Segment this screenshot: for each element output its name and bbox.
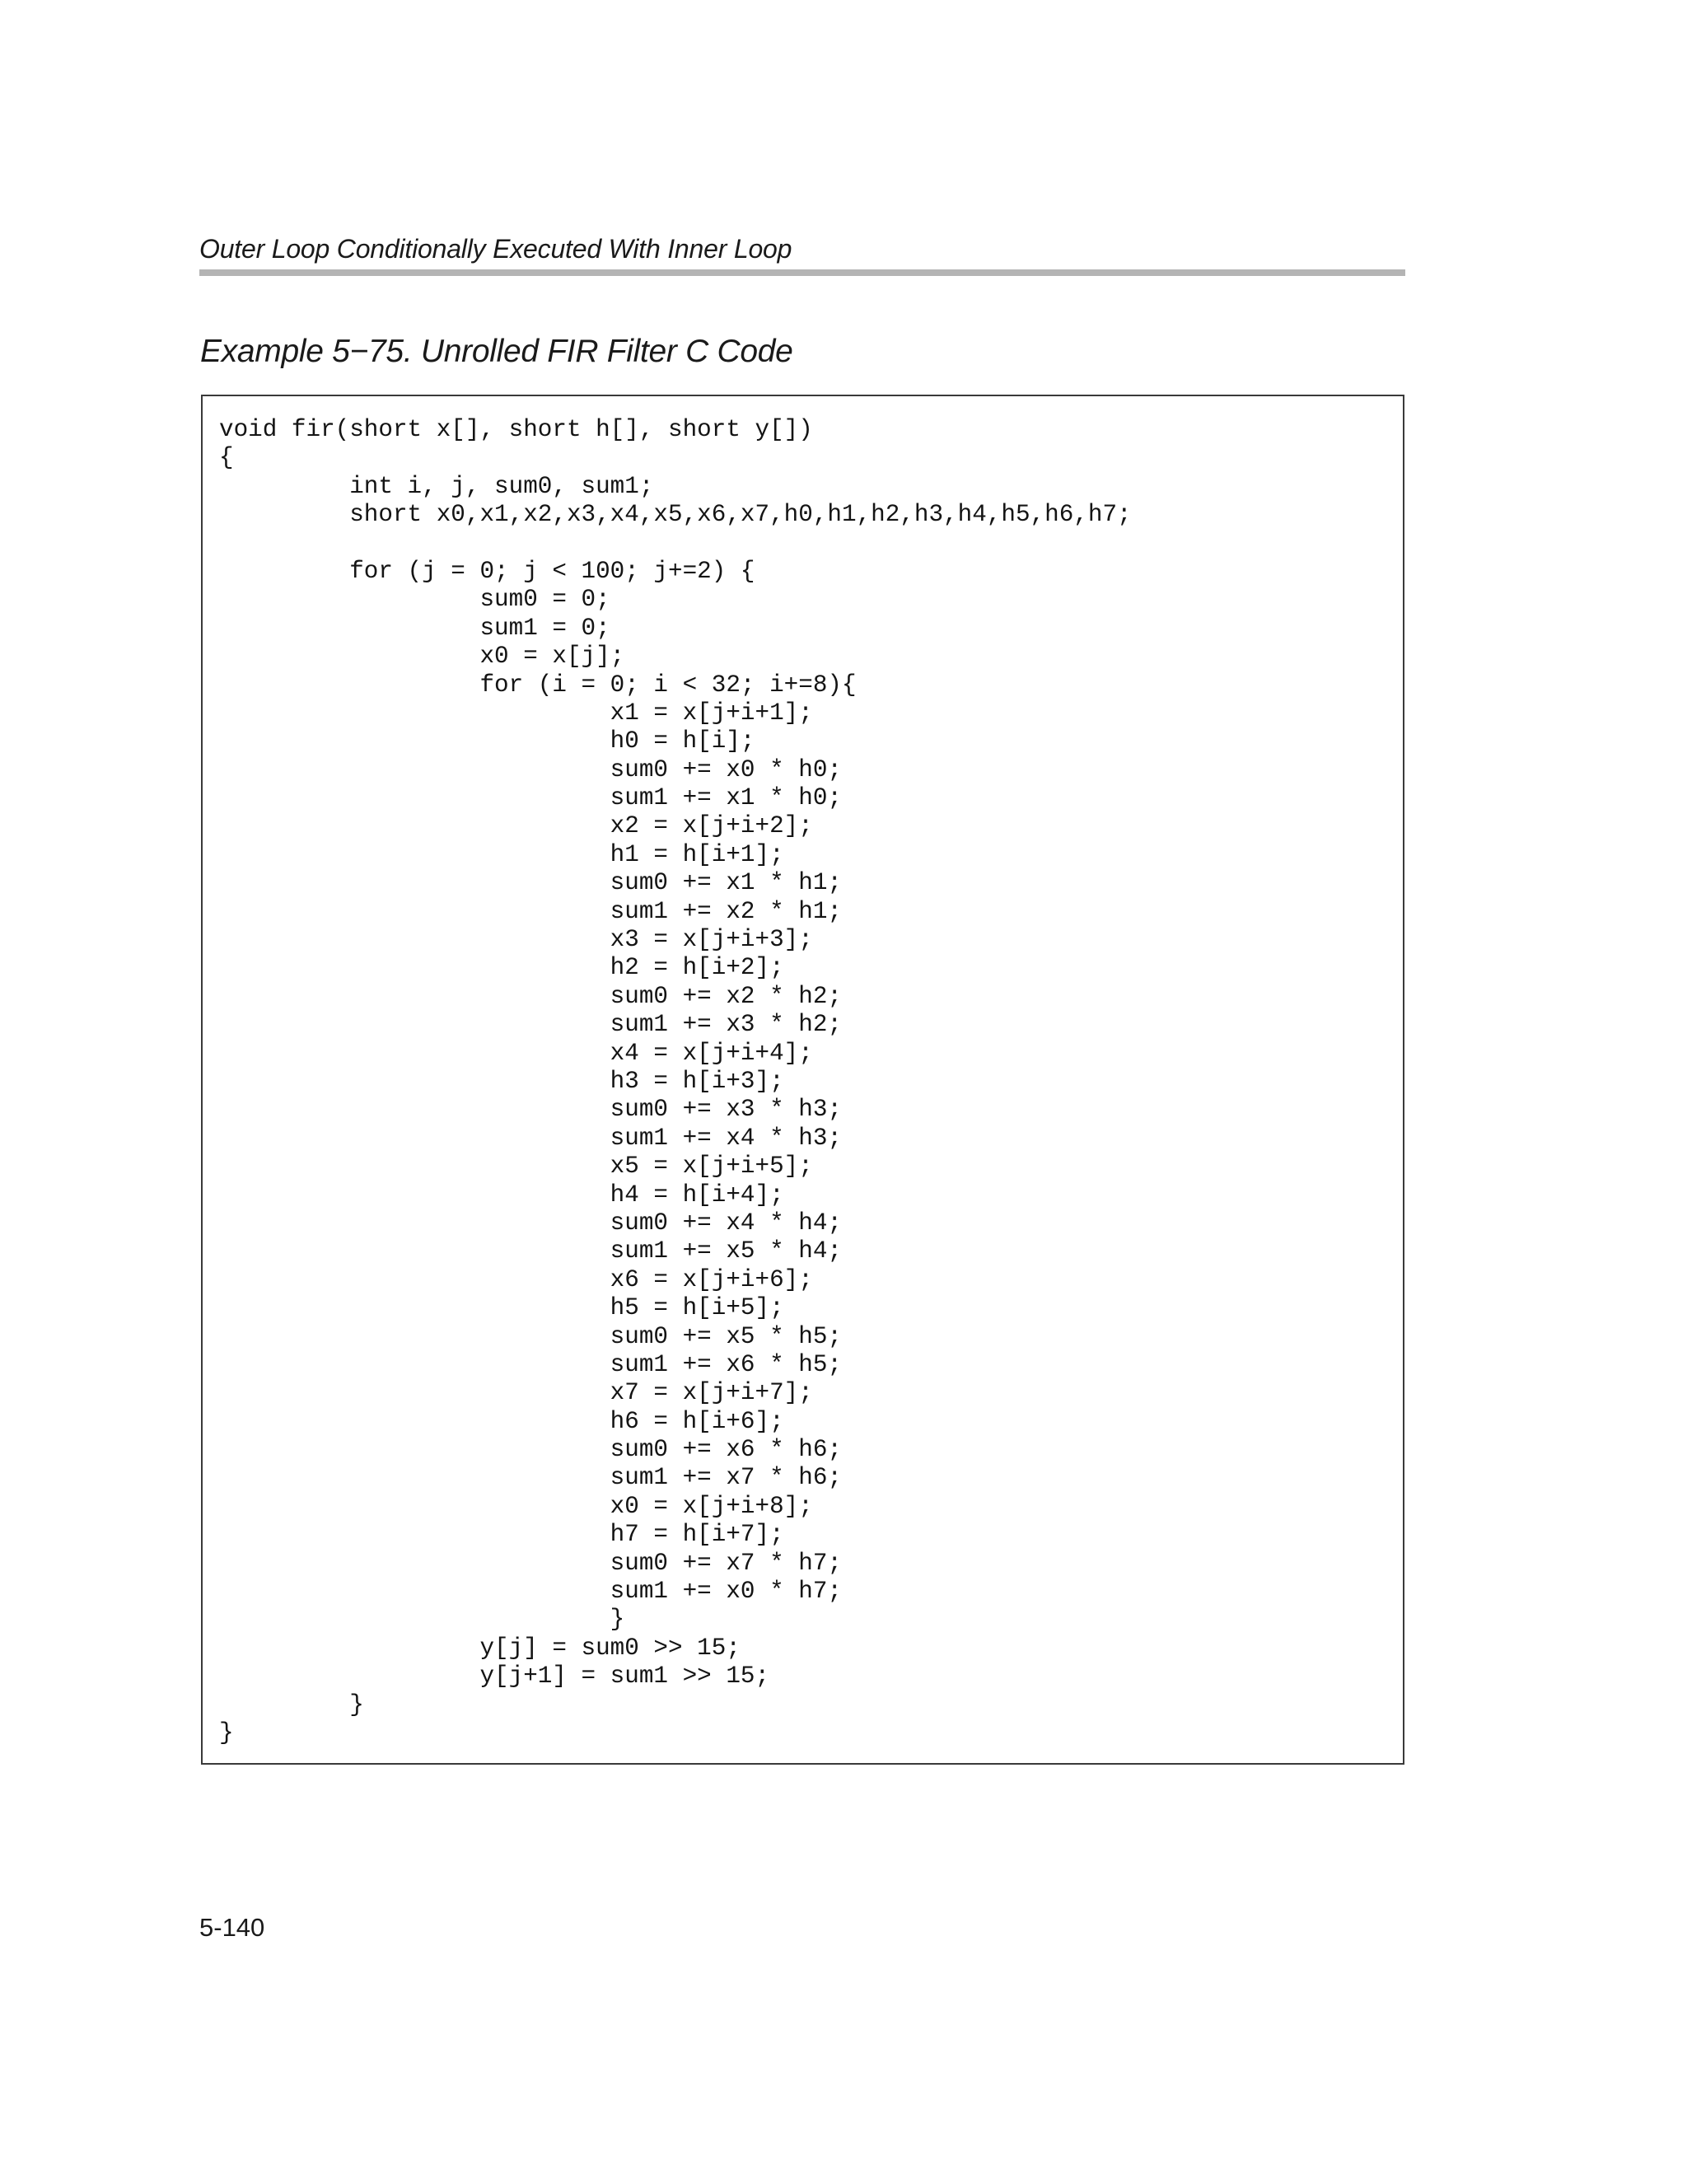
code-line: sum1 += x3 * h2; xyxy=(219,1011,842,1039)
code-line: h0 = h[i]; xyxy=(219,727,755,755)
code-line: sum0 += x5 * h5; xyxy=(219,1322,842,1350)
code-line: x0 = x[j+i+8]; xyxy=(219,1492,813,1520)
code-line: h6 = h[i+6]; xyxy=(219,1407,784,1435)
code-listing xyxy=(219,416,1132,1747)
code-line: sum1 += x7 * h6; xyxy=(219,1464,842,1492)
code-line: sum0 += x3 * h3; xyxy=(219,1096,842,1124)
page-number: 5-140 xyxy=(199,1913,265,1942)
code-line: x2 = x[j+i+2]; xyxy=(219,812,813,840)
code-line: y[j+1] = sum1 >> 15; xyxy=(219,1663,770,1691)
code-line: short x0,x1,x2,x3,x4,x5,x6,x7,h0,h1,h2,h3,h4,h5,h6,h7; xyxy=(219,501,1132,529)
code-line: y[j] = sum0 >> 15; xyxy=(219,1634,741,1662)
code-line: } xyxy=(219,1606,625,1634)
code-line: } xyxy=(219,1719,234,1747)
code-line: sum1 += x0 * h7; xyxy=(219,1578,842,1606)
code-line: sum0 += x6 * h6; xyxy=(219,1436,842,1464)
code-line: x6 = x[j+i+6]; xyxy=(219,1265,813,1293)
code-line: int i, j, sum0, sum1; xyxy=(219,472,654,500)
code-line: sum0 = 0; xyxy=(219,586,610,614)
code-line: sum1 = 0; xyxy=(219,614,610,642)
code-line: x1 = x[j+i+1]; xyxy=(219,699,813,727)
code-line: h3 = h[i+3]; xyxy=(219,1067,784,1095)
code-line: x0 = x[j]; xyxy=(219,643,625,671)
code-line: sum0 += x0 * h0; xyxy=(219,755,842,783)
code-line: } xyxy=(219,1691,364,1719)
code-line: h1 = h[i+1]; xyxy=(219,840,784,868)
code-line: h4 = h[i+4]; xyxy=(219,1181,784,1209)
header-rule xyxy=(199,269,1405,276)
code-line: sum0 += x4 * h4; xyxy=(219,1209,842,1237)
code-line: for (i = 0; i < 32; i+=8){ xyxy=(219,671,857,699)
code-line: sum1 += x2 * h1; xyxy=(219,897,842,925)
code-line: x7 = x[j+i+7]; xyxy=(219,1379,813,1407)
code-line: void fir(short x[], short h[], short y[]) xyxy=(219,416,813,443)
code-line: h2 = h[i+2]; xyxy=(219,954,784,982)
example-title: Example 5−75. Unrolled FIR Filter C Code xyxy=(200,334,793,369)
code-line: for (j = 0; j < 100; j+=2) { xyxy=(219,557,755,585)
code-line: sum1 += x4 * h3; xyxy=(219,1124,842,1152)
code-line: sum1 += x6 * h5; xyxy=(219,1350,842,1378)
code-line: sum0 += x2 * h2; xyxy=(219,982,842,1010)
code-line: sum0 += x1 * h1; xyxy=(219,869,842,897)
code-line: h5 = h[i+5]; xyxy=(219,1294,784,1322)
code-line: x4 = x[j+i+4]; xyxy=(219,1039,813,1067)
code-line: sum1 += x5 * h4; xyxy=(219,1237,842,1265)
code-line: x5 = x[j+i+5]; xyxy=(219,1153,813,1181)
code-listing-box xyxy=(201,395,1404,1765)
code-line: sum0 += x7 * h7; xyxy=(219,1549,842,1577)
running-header-title: Outer Loop Conditionally Executed With Inner Loop xyxy=(199,234,792,264)
code-line: x3 = x[j+i+3]; xyxy=(219,926,813,954)
code-line: sum1 += x1 * h0; xyxy=(219,784,842,812)
code-line xyxy=(219,530,1132,558)
code-line: { xyxy=(219,444,234,472)
code-line: h7 = h[i+7]; xyxy=(219,1521,784,1549)
